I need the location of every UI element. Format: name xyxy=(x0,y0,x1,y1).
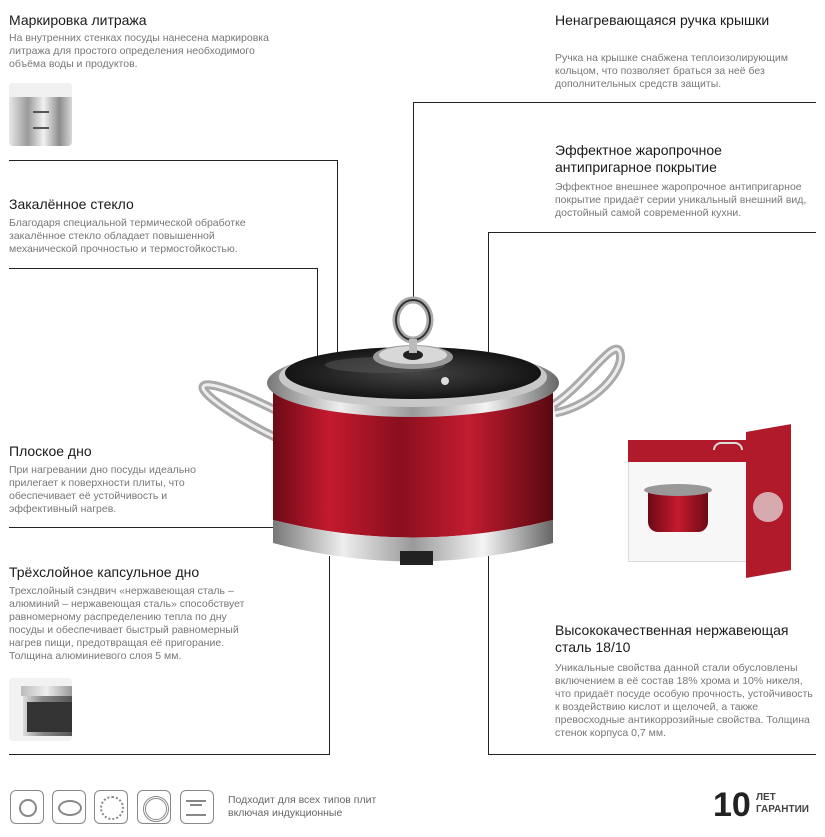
feature-title-tempered-glass: Закалённое стекло xyxy=(9,196,134,212)
feature-desc-lid-handle: Ручка на крышке снабжена теплоизолирующим кольцом, что позволяет браться за неё без дополнительных средств защиты. xyxy=(555,52,788,90)
feature-title-lid-handle: Ненагревающаяся ручка крышки xyxy=(555,12,770,28)
gas-stove-icon xyxy=(10,790,44,824)
induction-stove-icon xyxy=(180,790,214,824)
feature-title-coating: Эффектное жаропрочное антипригарное покрытие xyxy=(555,142,722,175)
feature-desc-coating: Эффектное внешнее жаропрочное антипригарное покрытие придаёт серии уникальный внешний вид, достойный самой современной кухни. xyxy=(555,181,807,219)
halogen-stove-icon xyxy=(137,790,171,824)
warranty-label: ЛЕТ ГАРАНТИИ xyxy=(756,792,809,815)
feature-desc-capsule-bottom: Трехслойный сэндвич «нержавеющая сталь – алюминий – нержавеющая сталь» способствует равномерному распределению тепла по дну посуды и обеспечивает быстрый равномерный нагрев пищи, предотвращая её пригорание. Толщина алюминиевого слоя 5 мм. xyxy=(9,585,245,662)
pointer-line-capsule xyxy=(9,754,329,755)
glass-ceramic-stove-icon xyxy=(94,790,128,824)
pointer-line-capsule-vertical xyxy=(329,556,330,755)
feature-desc-steel: Уникальные свойства данной стали обусловлены включением в её состав 18% хрома и 10% никеля, что придаёт посуде особую прочность, устойчивость к воздействию кислот и щелочей, а также превосходные антикоррозийные свойства. Толщина стенок корпуса 0,7 мм. xyxy=(555,662,813,739)
pot-illustration xyxy=(195,295,635,580)
feature-desc-flat-bottom: При нагревании дно посуды идеально прилегает к поверхности плиты, что обеспечивает её устойчивость и эффективный нагрев. xyxy=(9,464,196,515)
feature-desc-volume-marking: На внутренних стенках посуды нанесена маркировка литража для простого определения необходимого объёма воды и продуктов. xyxy=(9,32,269,70)
product-box-image xyxy=(628,432,793,582)
pointer-line-coating xyxy=(488,232,816,233)
capsule-bottom-image xyxy=(9,678,72,741)
pointer-line-lid-handle xyxy=(413,102,816,103)
stoves-compatibility-text: Подходит для всех типов плит включая индукционные xyxy=(228,794,377,819)
feature-desc-tempered-glass: Благодаря специальной термической обработке закалённое стекло обладает повышенной механической прочностью и термостойкостью. xyxy=(9,217,246,255)
feature-title-steel: Высококачественная нержавеющая сталь 18/10 xyxy=(555,622,789,655)
pointer-line-steel xyxy=(488,754,816,755)
feature-title-capsule-bottom: Трёхслойное капсульное дно xyxy=(9,564,200,580)
feature-title-volume-marking: Маркировка литража xyxy=(9,12,147,28)
warranty-number: 10 xyxy=(713,786,751,824)
electric-stove-icon xyxy=(52,790,86,824)
pointer-line-volume xyxy=(9,160,337,161)
pointer-line-glass xyxy=(9,268,317,269)
feature-title-flat-bottom: Плоское дно xyxy=(9,443,92,459)
pointer-line-lid-handle-vertical xyxy=(413,102,414,302)
volume-marking-image xyxy=(9,83,72,146)
